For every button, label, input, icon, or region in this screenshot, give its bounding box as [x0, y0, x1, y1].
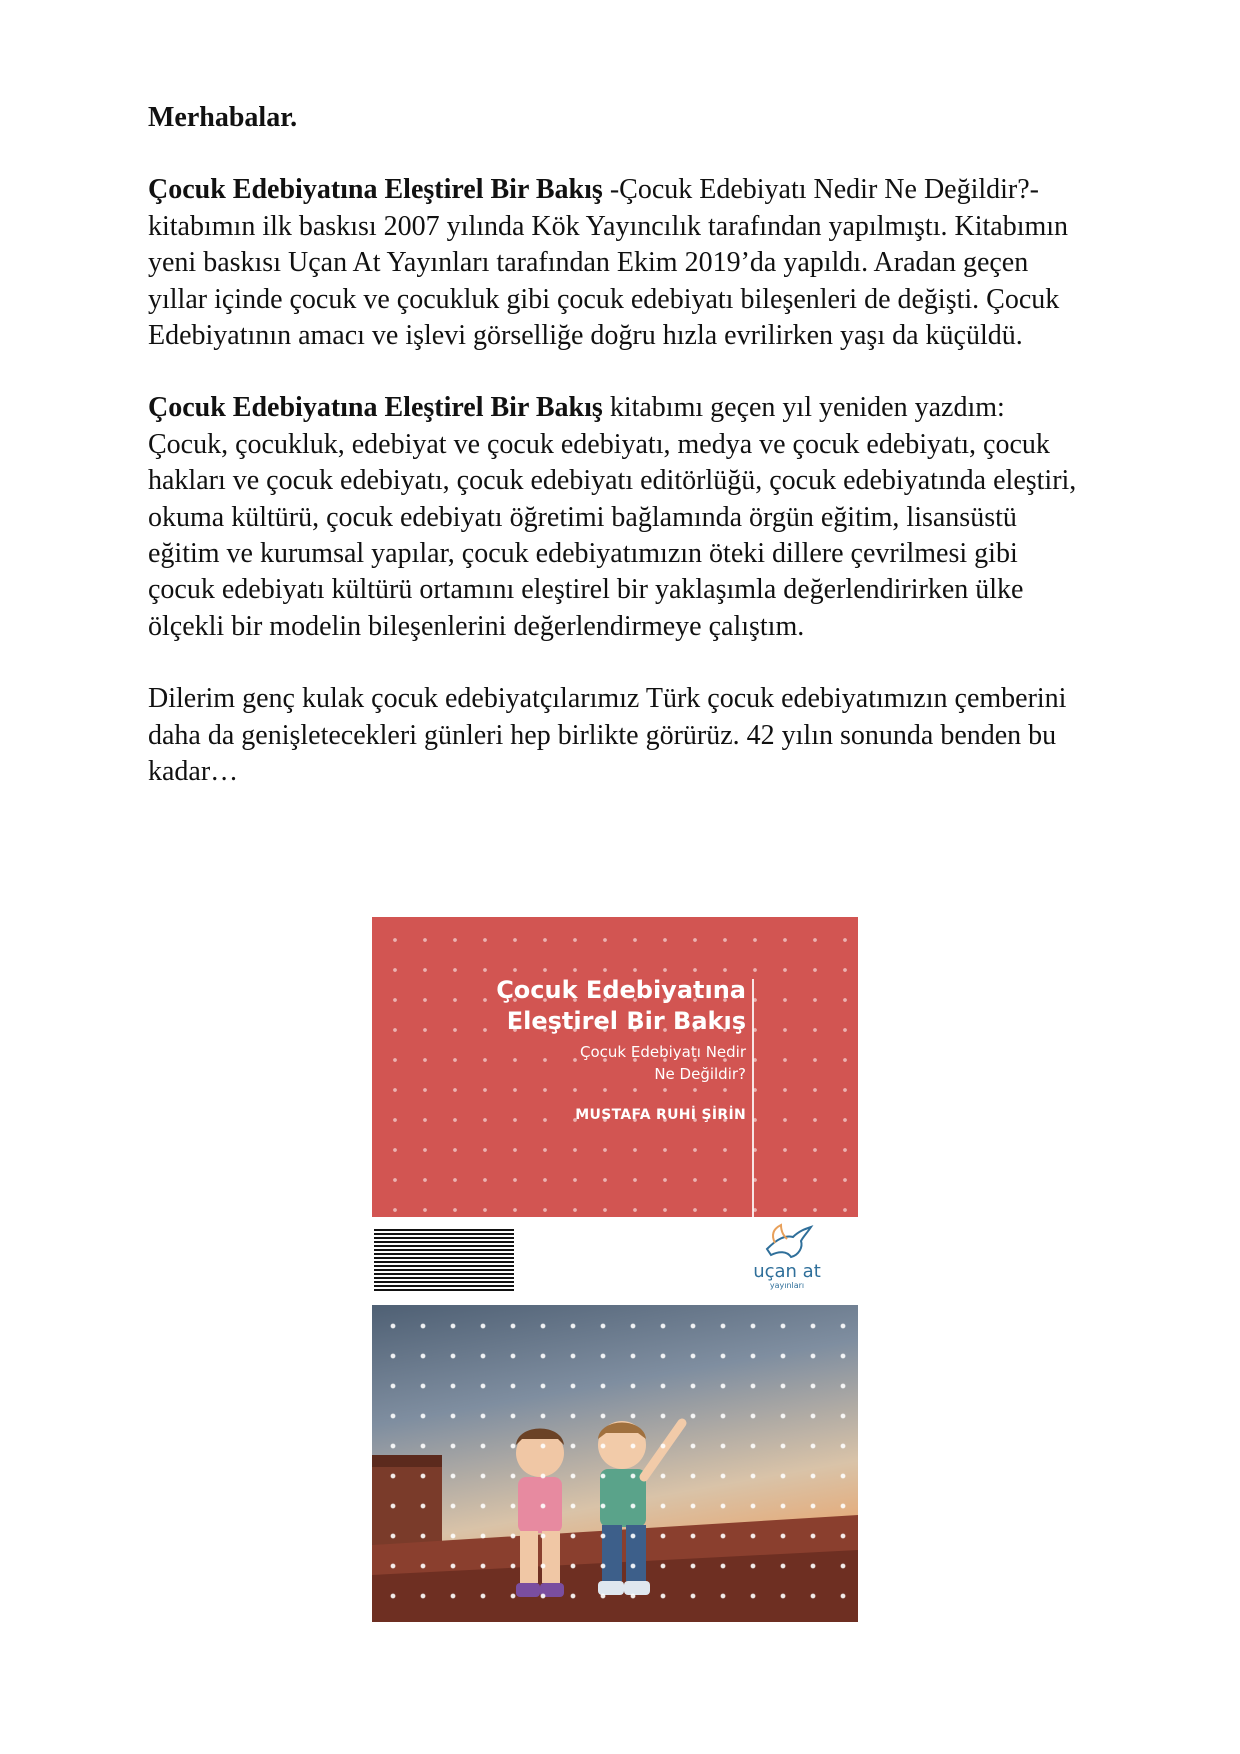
cover-title-line-2: Eleştirel Bir Bakış: [506, 1007, 746, 1035]
book-title-bold: Çocuk Edebiyatına Eleştirel Bir Bakış: [148, 174, 603, 206]
cover-subtitle-line-1: Çocuk Edebiyatı Nedir: [580, 1043, 746, 1061]
cover-subtitle-line-2: Ne Değildir?: [654, 1065, 746, 1083]
cover-dot-pattern: [372, 1305, 858, 1622]
paragraph-3: Dilerim genç kulak çocuk edebiyatçılarımız Türk çocuk edebiyatımızın çemberini daha da genişletecekleri günleri hep birlikte görürüz. 42 yılın sonunda benden bu kadar…: [148, 683, 1067, 788]
paragraph-1: [148, 172, 1088, 354]
cover-middle-band: [372, 1217, 858, 1305]
greeting: Merhabalar.: [148, 102, 298, 133]
cover-author: MUSTAFA RUHİ ŞİRİN: [575, 1107, 746, 1123]
paragraph-1-text: -Çocuk Edebiyatı Nedir Ne Değildir?- kitabımın ilk baskısı 2007 yılında Kök Yayıncılık tarafından yapılmıştı. Kitabımın yeni baskısı Uçan At Yayınları tarafından Ekim 2019’da yapıldı. Aradan geçen yıllar içinde çocuk ve çocukluk gibi çocuk edebiyatı bileşenleri de değişti. Çocuk Edebiyatının amacı ve işlevi görselliğe doğru hızla evrilirken yaşı da küçüldü.: [148, 174, 1069, 352]
publisher-sub: yayınları: [769, 1281, 805, 1290]
barcode: [374, 1229, 514, 1291]
publisher-name: uçan at: [753, 1261, 821, 1282]
cover-title-line-1: Çocuk Edebiyatına: [496, 976, 746, 1004]
letter-body: [148, 100, 1088, 791]
cover-title: [496, 975, 746, 1037]
paragraph-2-text: kitabımı geçen yıl yeniden yazdım: Çocuk, çocukluk, edebiyat ve çocuk edebiyatı, medya ve çocuk edebiyatı, çocuk hakları ve çocuk edebiyatı, çocuk edebiyatı editörlüğü, çocuk edebiyatında eleştiri, okuma kültürü, çocuk edebiyatı öğretimi bağlamında örgün eğitim, lisansüstü eğitim ve kurumsal yapılar, çocuk edebiyatımızın öteki dillere çevrilmesi gibi çocuk edebiyatı kültürü ortamını eleştirel bir yaklaşımla değerlendirirken ülke ölçekli bir modelin bileşenlerini değerlendirmeye çalıştım.: [148, 392, 1077, 642]
pegasus-icon: [757, 1221, 817, 1263]
cover-photo: [372, 1305, 858, 1622]
book-cover-image: [372, 917, 858, 1622]
paragraph-2: [148, 390, 1088, 645]
cover-top-panel: [372, 917, 858, 1217]
cover-subtitle: [580, 1041, 746, 1085]
book-title-bold: Çocuk Edebiyatına Eleştirel Bir Bakış: [148, 392, 603, 424]
publisher-logo: [742, 1221, 832, 1301]
cover-divider-line: [752, 979, 754, 1217]
